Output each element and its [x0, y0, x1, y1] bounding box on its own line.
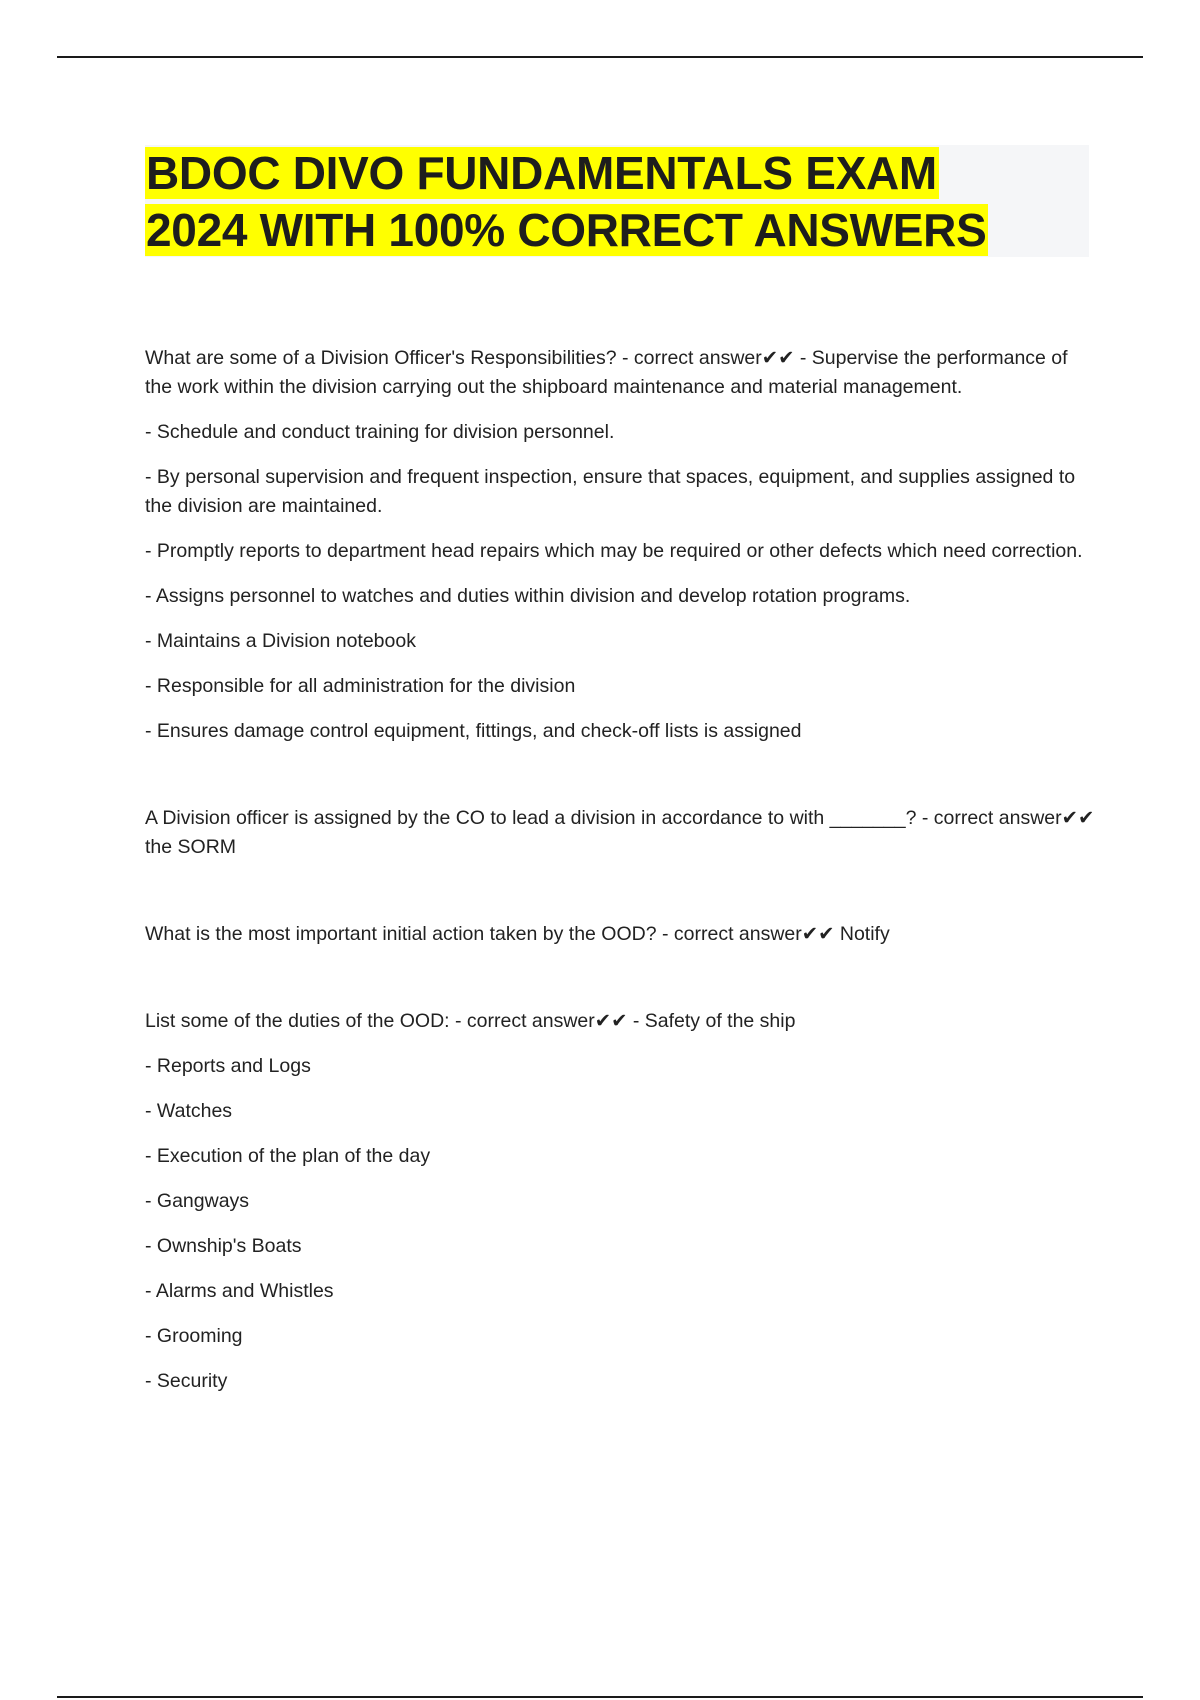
answer-line: - Responsible for all administration for the division	[145, 675, 576, 697]
answer-line: - Ownship's Boats	[145, 1235, 302, 1257]
answer-line: - Assigns personnel to watches and duties within division and develop rotation programs.	[145, 585, 911, 607]
qa-item-2	[145, 804, 1095, 862]
title-line-1: BDOC DIVO FUNDAMENTALS EXAM	[146, 147, 937, 199]
answer-line: - Schedule and conduct training for division personnel.	[145, 421, 615, 443]
answer-line: - Execution of the plan of the day	[145, 1145, 431, 1167]
qa-item-1	[145, 344, 1095, 746]
answer-line: - Gangways	[145, 1190, 250, 1212]
footer-rule	[57, 1696, 1143, 1698]
answer-line: - Promptly reports to department head repairs which may be required or other defects which need correction.	[145, 540, 1083, 562]
answer-line: - Grooming	[145, 1325, 243, 1347]
header-rule	[57, 56, 1143, 58]
qa-item-4	[145, 1007, 1095, 1396]
answer-line: - Reports and Logs	[145, 1055, 311, 1077]
document-title-block	[145, 145, 1089, 257]
answer-line: - Watches	[145, 1100, 233, 1122]
qa-item-3	[145, 920, 1095, 949]
document-body	[145, 344, 1095, 1412]
question-text: List some of the duties of the OOD: - correct answer✔✔ - Safety of the ship	[145, 1010, 796, 1032]
question-text: What is the most important initial action taken by the OOD? - correct answer✔✔ Notify	[145, 923, 890, 945]
answer-line: - Alarms and Whistles	[145, 1280, 334, 1302]
answer-line: - Security	[145, 1370, 228, 1392]
question-text: What are some of a Division Officer's Responsibilities? - correct answer✔✔ - Supervise the performance of the work within the division carrying out the shipboard maintenance and material management.	[145, 347, 1068, 398]
question-text: A Division officer is assigned by the CO to lead a division in accordance to with _______? - correct answer✔✔ the SORM	[145, 807, 1095, 858]
title-line-2: 2024 WITH 100% CORRECT ANSWERS	[146, 204, 987, 256]
document-title	[145, 145, 1089, 259]
answer-line: - Maintains a Division notebook	[145, 630, 416, 652]
answer-line: - Ensures damage control equipment, fittings, and check-off lists is assigned	[145, 720, 802, 742]
answer-line: - By personal supervision and frequent inspection, ensure that spaces, equipment, and supplies assigned to the division are maintained.	[145, 466, 1076, 517]
